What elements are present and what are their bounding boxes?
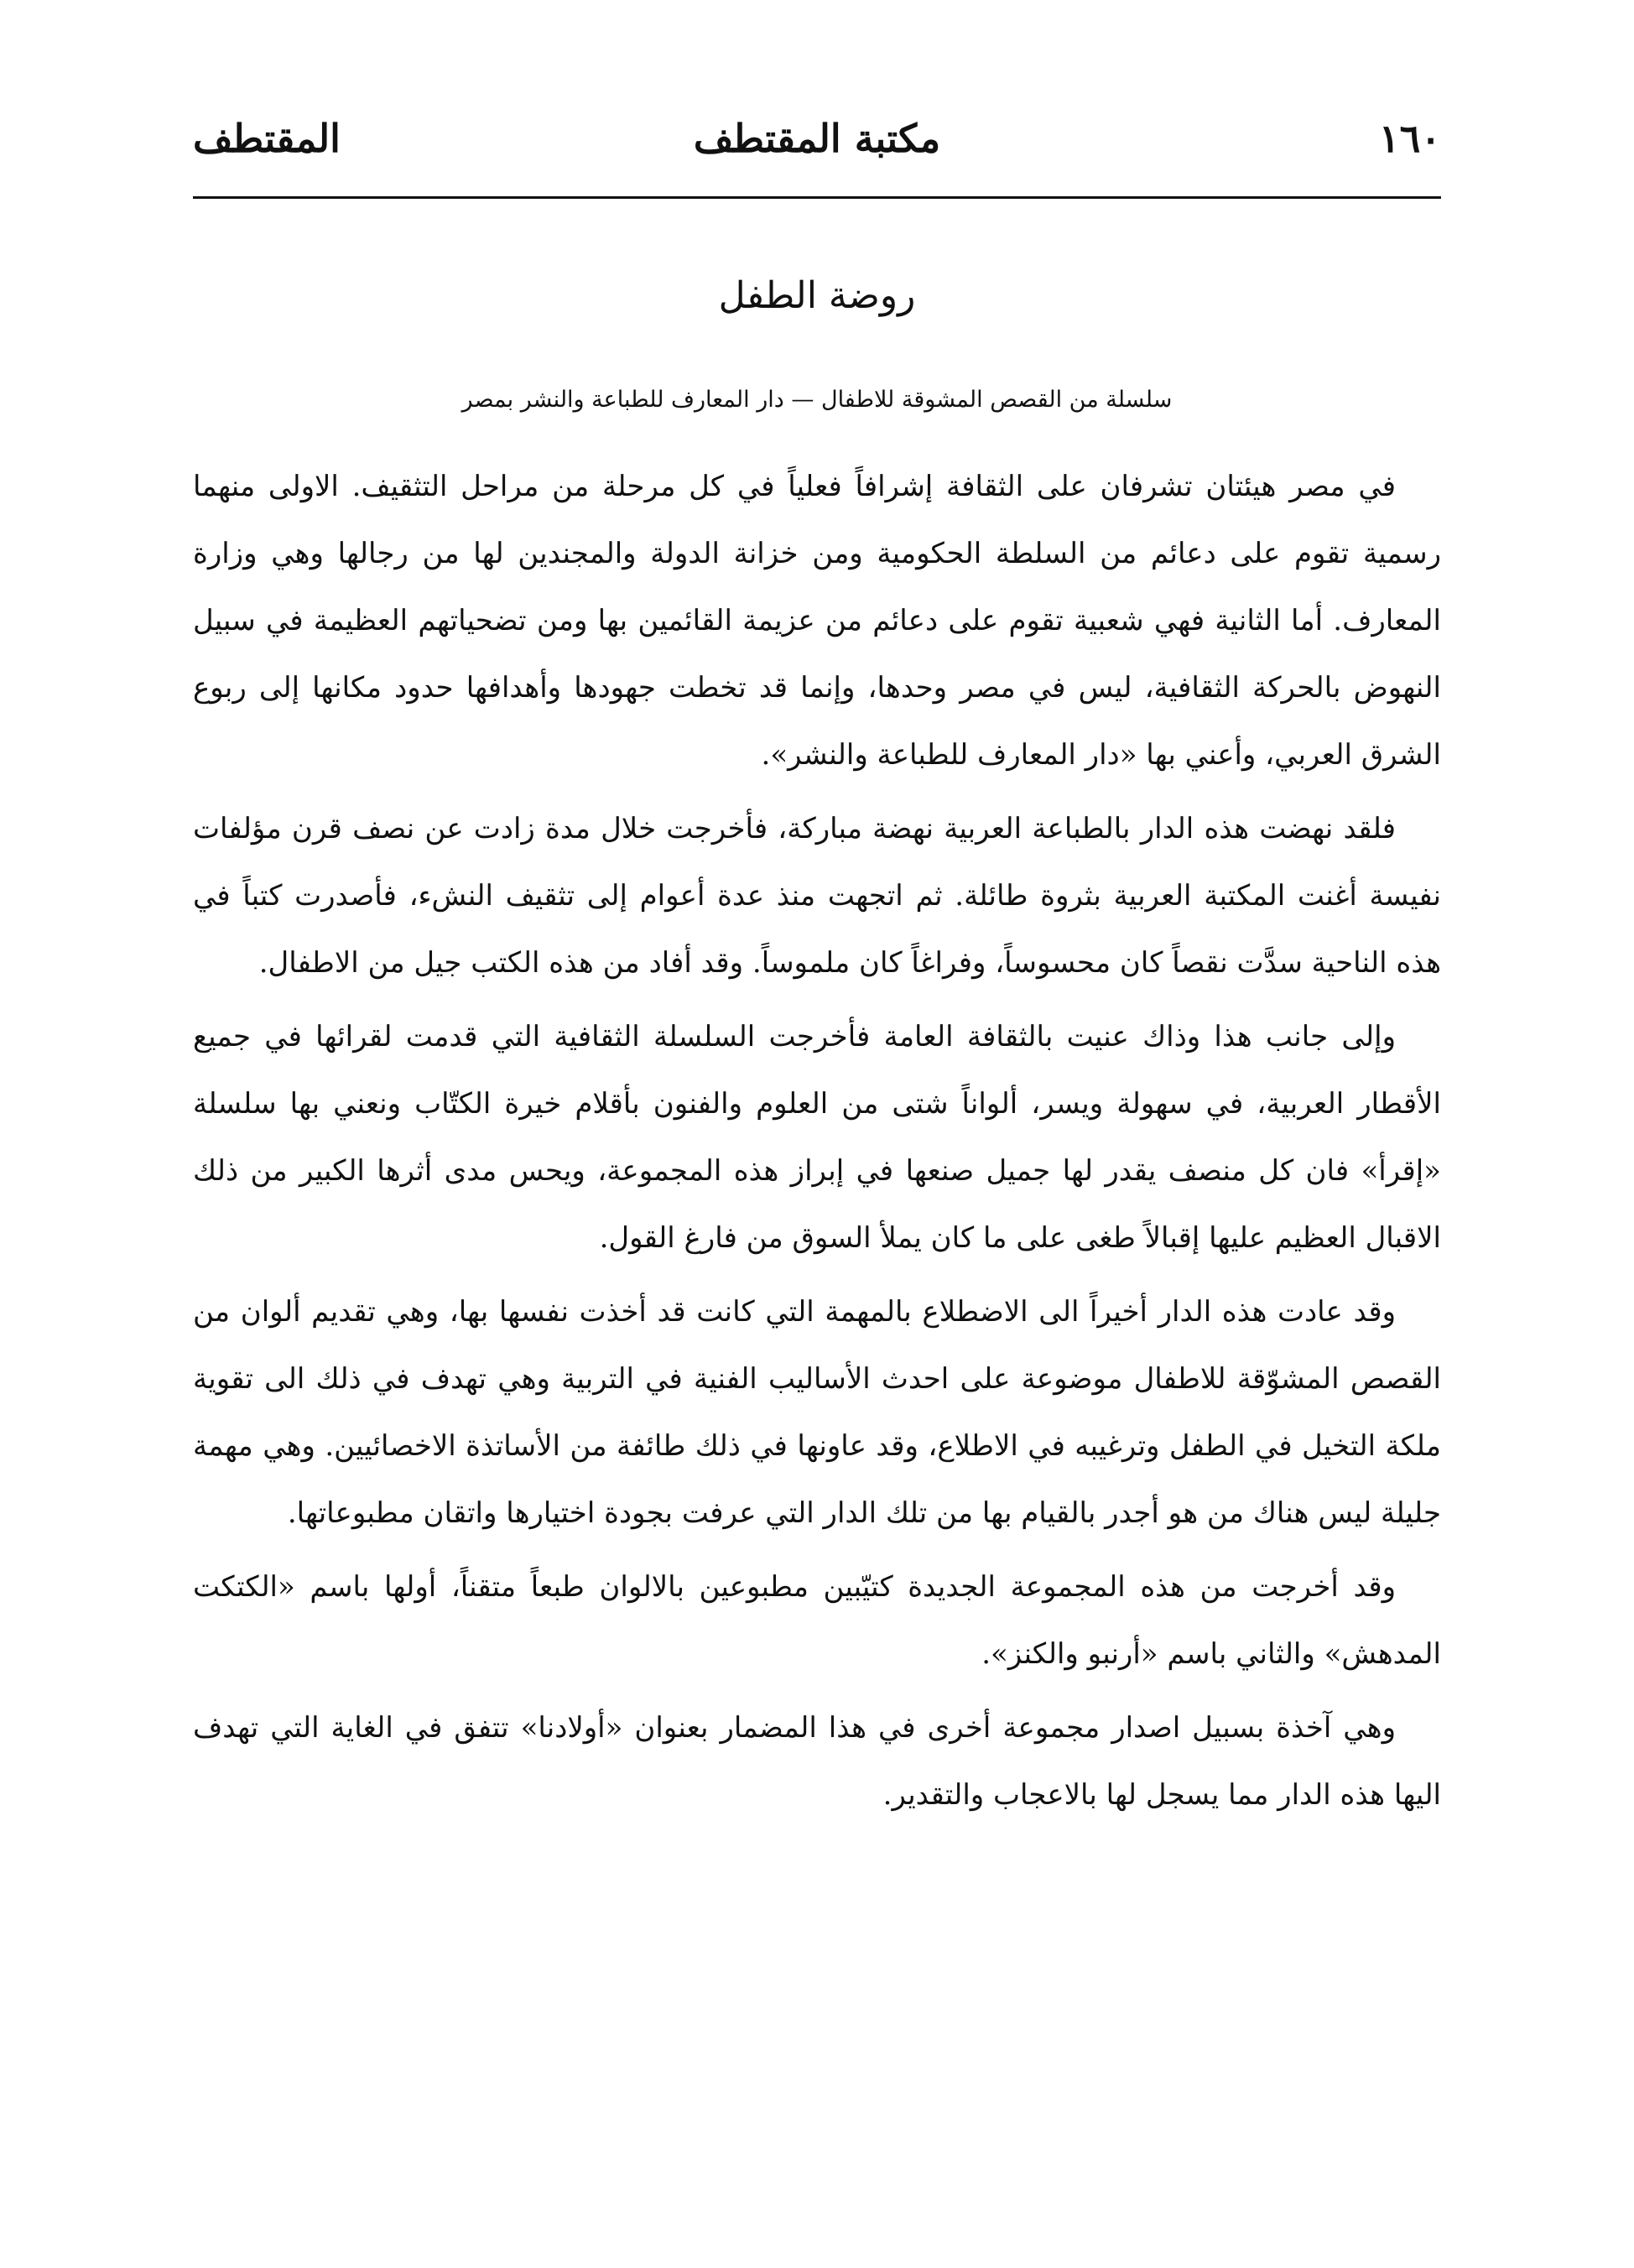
page-number: ١٦٠ — [1378, 116, 1441, 161]
paragraph: فلقد نهضت هذه الدار بالطباعة العربية نهضة مباركة، فأخرجت خلال مدة زادت عن نصف قرن مؤلفات نفيسة أغنت المكتبة العربية بثروة طائلة. ثم اتجهت منذ عدة أعوام إلى تثقيف النشء، فأصدرت كتباً في هذه الناحية سدَّت نقصاً كان محسوساً، وفراغاً كان ملموساً. وقد أفاد من هذه الكتب جيل من الاطفال. — [193, 812, 1441, 980]
paragraph: وقد عادت هذه الدار أخيراً الى الاضطلاع بالمهمة التي كانت قد أخذت نفسها بها، وهي تقديم ألوان من القصص المشوّقة للاطفال موضوعة على احدث الأساليب الفنية في التربية وهي تهدف في ذلك الى تقوية ملكة التخيل في الطفل وترغيبه في الاطلاع، وقد عاونها في ذلك طائفة من الأساتذة الاخصائيين. وهي مهمة جليلة ليس هناك من هو أجدر بالقيام بها من تلك الدار التي عرفت بجودة اختيارها واتقان مطبوعاتها. — [193, 1295, 1441, 1530]
paragraph: وهي آخذة بسبيل اصدار مجموعة أخرى في هذا المضمار بعنوان «أولادنا» تتفق في الغاية التي تهدف اليها هذه الدار مما يسجل لها بالاعجاب والتقدير. — [193, 1711, 1441, 1812]
article-title: روضة الطفل — [718, 274, 916, 317]
article-body — [193, 453, 1441, 1835]
publisher-line: سلسلة من القصص المشوقة للاطفال — دار المعارف للطباعة والنشر بمصر — [461, 387, 1173, 413]
paragraph: وإلى جانب هذا وذاك عنيت بالثقافة العامة فأخرجت السلسلة الثقافية التي قدمت لقرائها في جميع الأقطار العربية، في سهولة ويسر، ألواناً شتى من العلوم والفنون بأقلام خيرة الكتّاب ونعني بها سلسلة «إقرأ» فان كل منصف يقدر لها جميل صنعها في إبراز هذه المجموعة، ويحس مدى أثرها الكبير من ذلك الاقبال العظيم عليها إقبالاً طغى على ما كان يملأ السوق من فارغ القول. — [193, 1020, 1441, 1255]
header-divider — [193, 196, 1441, 199]
paragraph: في مصر هيئتان تشرفان على الثقافة إشرافاً فعلياً في كل مرحلة من مراحل التثقيف. الاولى منهما رسمية تقوم على دعائم من السلطة الحكومية ومن خزانة الدولة والمجندين لها من رجالها وهي وزارة المعارف. أما الثانية فهي شعبية تقوم على دعائم من عزيمة القائمين بها ومن تضحياتهم العظيمة في سبيل النهوض بالحركة الثقافية، ليس في مصر وحدها، وإنما قد تخطت جهودها وأهدافها حدود مكانها إلى ربوع الشرق العربي، وأعني بها «دار المعارف للطباعة والنشر». — [193, 470, 1441, 772]
running-header — [193, 109, 1441, 168]
journal-name: المقتطف — [193, 116, 341, 161]
paragraph: وقد أخرجت من هذه المجموعة الجديدة كتيّبين مطبوعين بالالوان طبعاً متقناً، أولها باسم «الكتكت المدهش» والثاني باسم «أرنبو والكنز». — [193, 1570, 1441, 1671]
section-title: مكتبة المقتطف — [693, 116, 941, 161]
